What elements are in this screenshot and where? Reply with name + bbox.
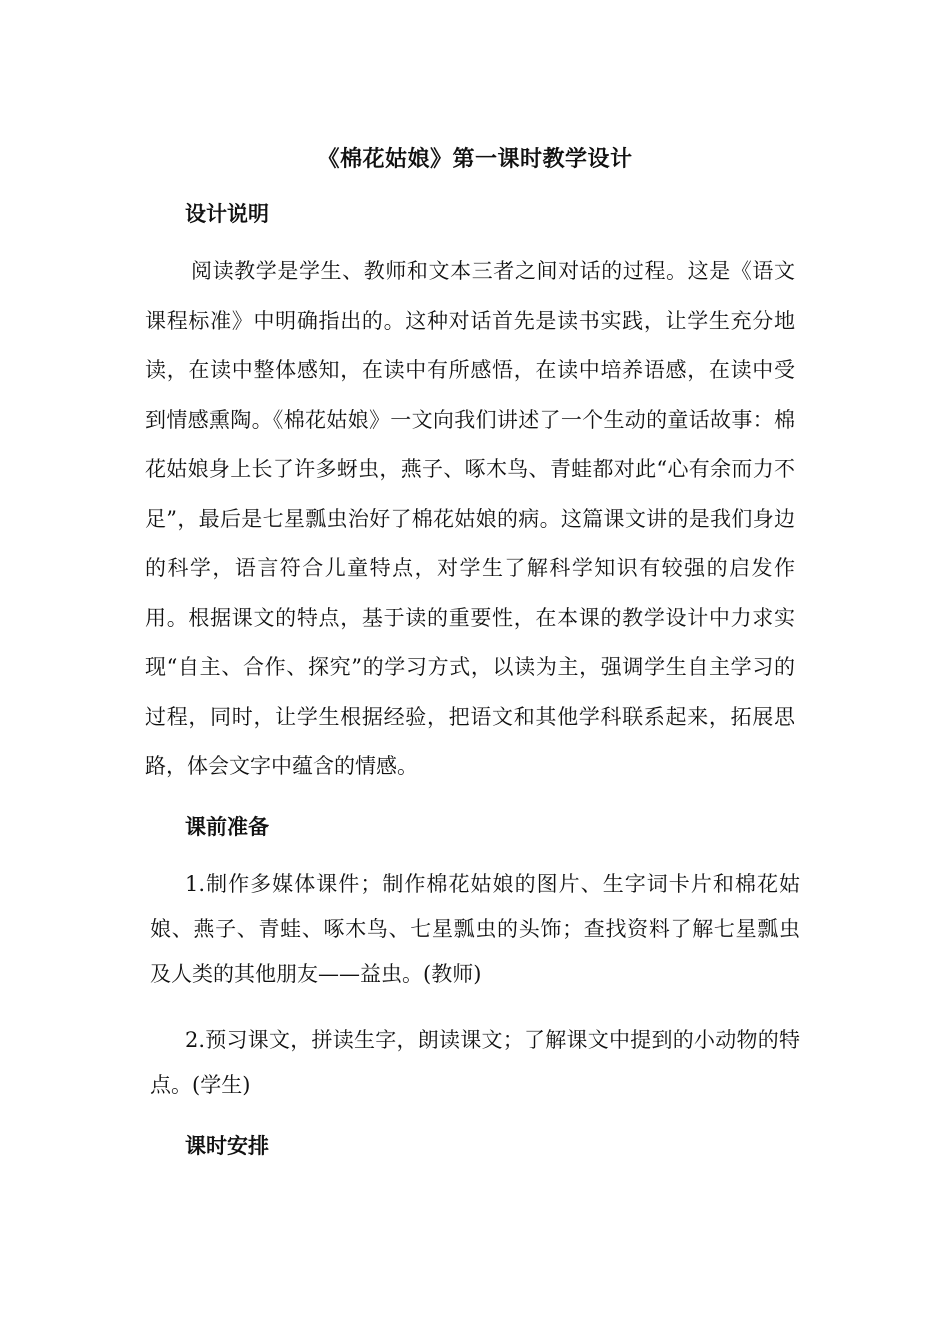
preparation-heading: 课前准备	[185, 814, 269, 839]
design-note-paragraph: 阅读教学是学生、教师和文本三者之间对话的过程。这是《语文课程标准》中明确指出的。这种对话首先是读书实践，让学生充分地读，在读中整体感知，在读中有所感悟，在读中培养语感，在读中受到情感熏陶。《棉花姑娘》一文向我们讲述了一个生动的童话故事：棉花姑娘身上长了许多蚜虫，燕子、啄木鸟、青蛙都对此“心有余而力不足”，最后是七星瓢虫治好了棉花姑娘的病。这篇课文讲的是我们身边的科学，语言符合儿童特点，对学生了解科学知识有较强的启发作用。根据课文的特点，基于读的重要性，在本课的教学设计中力求实现“自主、合作、探究”的学习方式，以读为主，强调学生自主学习的过程，同时，让学生根据经验，把语文和其他学科联系起来，拓展思路，体会文字中蕴含的情感。	[145, 259, 795, 778]
design-note-heading: 设计说明	[185, 201, 269, 226]
schedule-heading: 课时安排	[185, 1133, 269, 1158]
preparation-item-2: 2.预习课文，拼读生字，朗读课文；了解课文中提到的小动物的特点。(学生)	[150, 1028, 800, 1097]
preparation-item-1: 1.制作多媒体课件；制作棉花姑娘的图片、生字词卡片和棉花姑娘、燕子、青蛙、啄木鸟、七星瓢虫的头饰；查找资料了解七星瓢虫及人类的其他朋友——益虫。(教师)	[150, 872, 800, 986]
document-title: 《棉花姑娘》第一课时教学设计	[317, 146, 633, 172]
